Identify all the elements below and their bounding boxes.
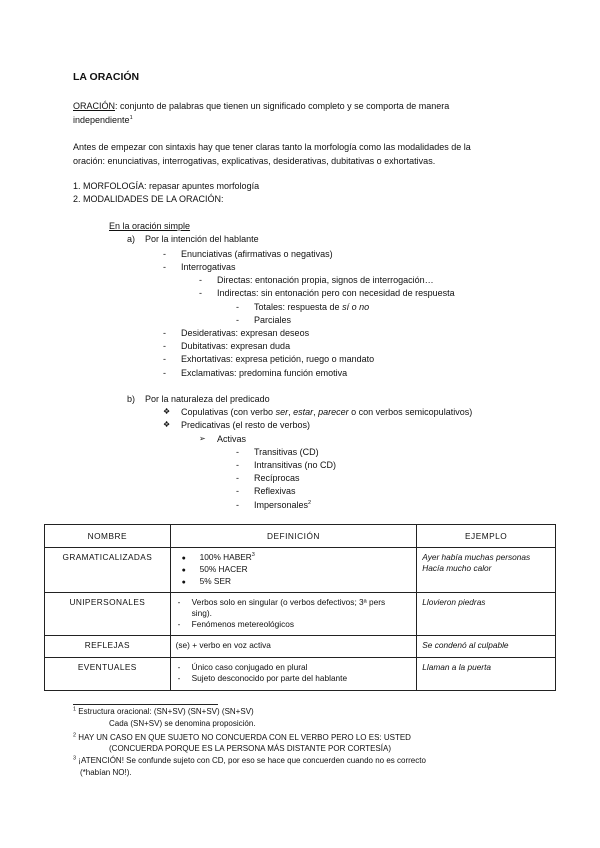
list-item-totales — [254, 302, 369, 312]
estar-word: estar — [293, 407, 314, 417]
definition-line: ● 50% HACER — [176, 564, 412, 576]
intro-line-2: oración: enunciativas, interrogativas, explicativas, desiderativas, dubitativas o exhortativas. — [73, 156, 436, 166]
list-item: Indirectas: sin entonación pero con necesidad de respuesta — [217, 288, 455, 298]
column-header-definicion: DEFINICIÓN — [170, 525, 417, 548]
dash-bullet: - — [236, 460, 239, 470]
totales-text: Totales: respuesta de — [254, 302, 343, 312]
row-definition — [170, 548, 417, 593]
dash-bullet: - — [177, 662, 181, 672]
simple-sentence-heading: En la oración simple — [109, 221, 191, 231]
definition-line: - Sujeto desconocido por parte del hablante — [177, 673, 348, 683]
footnote-text: HAY UN CASO EN QUE SUJETO NO CONCUERDA CON EL VERBO PERO LO ES: USTED — [78, 733, 411, 742]
list-item: Recíprocas — [254, 473, 300, 483]
numbered-item-2: 2. MODALIDADES DE LA ORACIÓN: — [73, 194, 224, 204]
dash-bullet: - — [236, 302, 239, 312]
footnote-text: ¡ATENCIÓN! Se confunde sujeto con CD, por eso se hace que concuerden cuando no es correcto — [78, 756, 426, 765]
arrow-bullet-icon: ➢ — [199, 434, 206, 443]
dash-bullet: - — [163, 368, 166, 378]
definition-line: - Verbos solo en singular (o verbos defectivos; 3ª pers — [177, 597, 386, 607]
list-item-impersonales — [254, 500, 311, 510]
footnote-3-continued: (*habían NO!). — [80, 768, 132, 777]
row-name: GRAMATICALIZADAS — [45, 548, 171, 593]
numbered-item-1: 1. MORFOLOGÍA: repasar apuntes morfología — [73, 181, 260, 191]
dash-bullet: - — [236, 315, 239, 325]
page-title: LA ORACIÓN — [73, 71, 140, 83]
dash-bullet: - — [163, 354, 166, 364]
intention-heading: Por la intención del hablante — [145, 234, 259, 244]
list-item: Intransitivas (no CD) — [254, 460, 337, 470]
example-line: Ayer había muchas personas — [422, 552, 531, 562]
definition-paragraph — [73, 99, 525, 127]
row-name: EVENTUALES — [45, 658, 171, 691]
impersonales-text: Impersonales — [254, 500, 309, 510]
footnote-text: Estructura oracional: (SN+SV) (SN+SV) (SN+SV) — [78, 707, 254, 716]
example-line: Llovieron piedras — [422, 597, 486, 607]
row-name: UNIPERSONALES — [45, 593, 171, 636]
intro-line-1: Antes de empezar con sintaxis hay que tener claras tanto la morfología como las modalidades de la — [73, 142, 471, 152]
modalities-table — [44, 524, 556, 691]
list-item: Transitivas (CD) — [254, 447, 319, 457]
definition-line: - Único caso conjugado en plural — [177, 662, 308, 672]
dash-bullet: - — [236, 447, 239, 457]
list-item: Desiderativas: expresan deseos — [181, 328, 310, 338]
list-item: Exclamativas: predomina función emotiva — [181, 368, 348, 378]
footnote-1 — [73, 707, 254, 716]
dash-bullet: - — [163, 262, 166, 272]
footnote-separator — [73, 704, 218, 705]
footnote-2-continued: (CONCUERDA PORQUE ES LA PERSONA MÁS DISTANTE POR CORTESÍA) — [109, 744, 391, 753]
definition-line: sing). — [191, 608, 212, 618]
column-header-nombre: NOMBRE — [45, 525, 171, 548]
list-item-copulativas: Copulativas (con verbo ser, estar, parecer o con verbos semicopulativos) — [181, 407, 473, 417]
dash-bullet: - — [236, 486, 239, 496]
list-item: Dubitativas: expresan duda — [181, 341, 291, 351]
row-name: REFLEJAS — [45, 636, 171, 658]
definition-line: (se) + verbo en voz activa — [175, 640, 271, 650]
row-example — [417, 548, 556, 593]
diamond-bullet-icon: ❖ — [163, 420, 171, 429]
list-marker-a: a) — [127, 234, 136, 244]
list-item: Directas: entonación propia, signos de interrogación… — [217, 275, 434, 285]
copulativas-text: Copulativas (con verbo — [181, 407, 276, 417]
o-word: o — [349, 302, 360, 312]
example-line: Llaman a la puerta — [422, 662, 491, 672]
footnote-number: 3 — [73, 755, 77, 762]
row-example — [417, 636, 556, 658]
dash-bullet: - — [163, 328, 166, 338]
list-item: Enunciativas (afirmativas o negativas) — [181, 249, 333, 259]
definition-text: : conjunto de palabras que tienen un significado completo y se comporta de manera — [115, 101, 450, 111]
definition-text-continued: independiente — [73, 115, 130, 125]
row-example — [417, 593, 556, 636]
footnote-ref-1[interactable]: 1 — [129, 115, 133, 121]
ser-word: ser — [275, 407, 289, 417]
table-row — [45, 593, 556, 636]
footnote-1-continued: Cada (SN+SV) se denomina proposición. — [109, 719, 256, 728]
footnote-3 — [73, 756, 426, 765]
dash-bullet: - — [177, 619, 181, 629]
row-definition — [170, 636, 417, 658]
table-header-row — [45, 525, 556, 548]
row-example — [417, 658, 556, 691]
dash-bullet: - — [163, 249, 166, 259]
dash-bullet: - — [199, 288, 202, 298]
footnote-number: 1 — [73, 706, 77, 713]
predicate-heading: Por la naturaleza del predicado — [145, 394, 270, 404]
footnote-ref-2[interactable]: 2 — [308, 500, 312, 506]
dash-bullet: - — [199, 275, 202, 285]
definition-line: ● 5% SER — [176, 576, 412, 588]
dash-bullet: - — [177, 673, 181, 683]
example-line: Hacía mucho calor — [422, 563, 492, 573]
footnote-ref-3[interactable]: 3 — [251, 552, 255, 559]
row-definition — [170, 593, 417, 636]
footnote-number: 2 — [73, 732, 77, 739]
dash-bullet: - — [236, 500, 239, 510]
definition-line: ● 100% HABER$^3$ — [176, 552, 412, 564]
si-word: sí — [342, 302, 350, 312]
list-item: Interrogativas — [181, 262, 236, 272]
column-header-ejemplo: EJEMPLO — [417, 525, 556, 548]
table-row — [45, 658, 556, 691]
dash-bullet: - — [236, 473, 239, 483]
list-marker-b: b) — [127, 394, 136, 404]
list-item: Activas — [217, 434, 247, 444]
dash-bullet: - — [163, 341, 166, 351]
diamond-bullet-icon: ❖ — [163, 407, 171, 416]
no-word: no — [359, 302, 370, 312]
round-bullet-icon: ● — [181, 555, 186, 562]
parecer-word: parecer — [318, 407, 349, 417]
round-bullet-icon: ● — [181, 567, 186, 574]
footnote-2 — [73, 733, 411, 742]
list-item: Exhortativas: expresa petición, ruego o mandato — [181, 354, 375, 364]
definition-line: - Fenómenos metereológicos — [177, 619, 295, 629]
example-line: Se condenó al culpable — [422, 640, 509, 650]
copulativas-suffix: o con verbos semicopulativos) — [348, 407, 473, 417]
intro-paragraph — [73, 140, 525, 168]
table-row — [45, 548, 556, 593]
row-definition — [170, 658, 417, 691]
table-row — [45, 636, 556, 658]
list-item: Reflexivas — [254, 486, 296, 496]
round-bullet-icon: ● — [181, 579, 186, 586]
list-item: Predicativas (el resto de verbos) — [181, 420, 311, 430]
dash-bullet: - — [177, 597, 181, 607]
list-item: Parciales — [254, 315, 292, 325]
definition-term: ORACIÓN — [73, 101, 116, 111]
